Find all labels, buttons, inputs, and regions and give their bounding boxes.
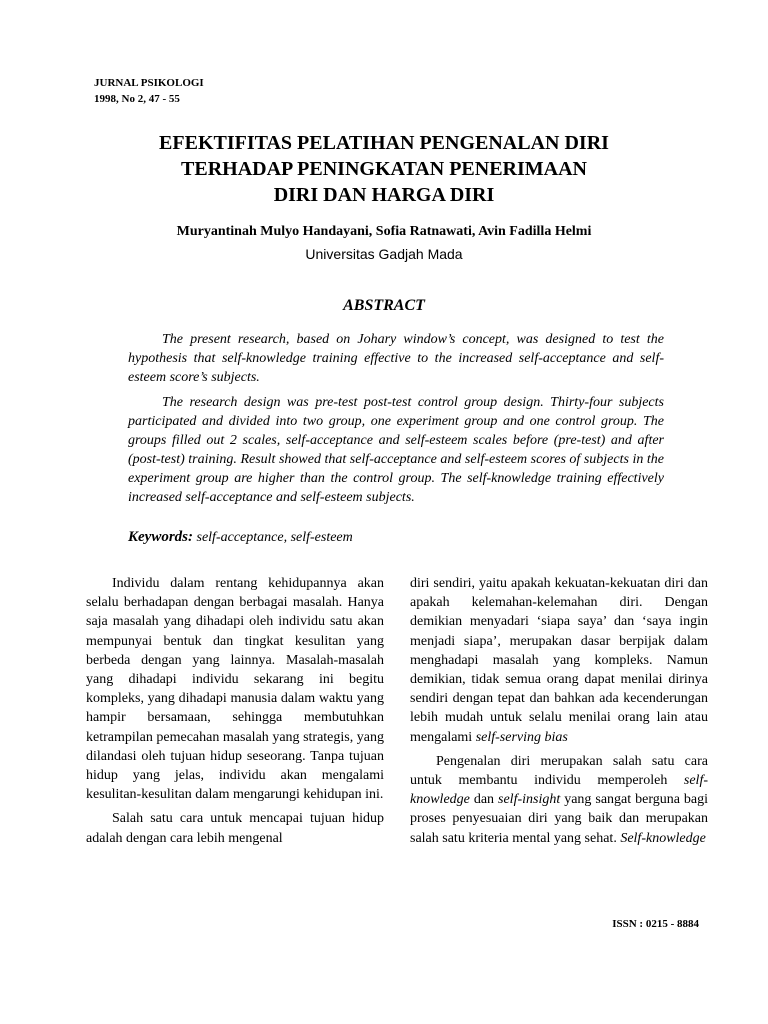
- journal-issue: 1998, No 2, 47 - 55: [94, 93, 180, 105]
- keywords: [128, 527, 353, 548]
- abstract-paragraph: The research design was pre-test post-test control group design. Thirty-four subjects participated and divided into two group, one experiment group and one control group. The groups filled out 2 scales, self-acceptance and self-esteem scales before (pre-test) and after (post-test) training. Result showed that self-acceptance and self-esteem scores of subjects in the experiment group are higher than the control group. The self-knowledge training effectively increased self-acceptance and self-esteem subjects.: [128, 395, 664, 505]
- body-term: self-insight: [498, 792, 561, 808]
- title-line-3: DIRI DAN HARGA DIRI: [273, 184, 495, 206]
- keywords-label: Keywords:: [128, 529, 193, 545]
- body-term: self-knowledge: [410, 773, 708, 808]
- body-paragraph: Individu dalam rentang kehidupannya akan selalu berhadapan dengan berbagai masalah. Hanya saja masalah yang dihadapi oleh individu satu akan mempunyai bentuk dan tingkat kesulitan yang berbeda dengan yang lainnya. Masalah-masalah yang dihadapi individu sekarang ini begitu kompleks, yang dihadapi manusia dalam waktu yang hampir bersamaan, sehingga membutuhkan ketrampilan pemecahan masalah yang strategis, yang dilandasi oleh tujuan hidup seseorang. Tanpa tujuan hidup yang jelas, individu akan mengalami kesulitan-kesulitan dalam mengarungi kehidupan ini.: [86, 576, 384, 803]
- abstract-paragraph: The present research, based on Johary window’s concept, was designed to test the hypothesis that self-knowledge training effective to the increased self-acceptance and self-esteem score’s subjects.: [128, 332, 664, 385]
- journal-header: [94, 75, 204, 107]
- body-text: yang sangat berguna bagi proses penyesuaian diri yang baik dan merupakan salah satu kriteria mental yang sehat.: [410, 792, 709, 846]
- affiliation: Universitas Gadjah Mada: [305, 246, 463, 262]
- keywords-value: self-acceptance, self-esteem: [196, 530, 353, 545]
- body-column-left: [86, 574, 384, 853]
- paper-title: [100, 130, 668, 208]
- body-text: diri sendiri, yaitu apakah kekuatan-kekuatan diri dan apakah kelemahan-kelemahan diri. Dengan demikian menyadari ‘siapa saya’ dan ‘saya ingin menjadi siapa’, merupakan dasar berpijak dalam menghadapi masalah yang kompleks. Namun demikian, tidak semua orang dapat menilai dirinya sendiri dengan tepat dan bahkan ada kecenderungan lebih mudah untuk selalu menilai orang lain atau mengalami: [410, 576, 708, 745]
- body-text: Pengenalan diri merupakan salah satu cara untuk membantu individu memperoleh: [410, 753, 708, 789]
- body-term: Self-knowledge: [620, 830, 706, 846]
- title-line-2: TERHADAP PENINGKATAN PENERIMAAN: [181, 158, 587, 180]
- author-list: Muryantinah Mulyo Handayani, Sofia Ratnawati, Avin Fadilla Helmi: [176, 224, 592, 239]
- body-paragraph: [410, 574, 708, 747]
- body-paragraph: [410, 752, 708, 848]
- journal-name: JURNAL PSIKOLOGI: [94, 77, 204, 89]
- title-line-1: EFEKTIFITAS PELATIHAN PENGENALAN DIRI: [159, 132, 609, 154]
- body-text: dan: [469, 792, 499, 808]
- body-column-right: [410, 574, 708, 853]
- body-paragraph: Salah satu cara untuk mencapai tujuan hidup adalah dengan cara lebih mengenal: [86, 811, 384, 846]
- body-term: self-serving bias: [475, 729, 568, 745]
- abstract-heading: ABSTRACT: [343, 297, 425, 314]
- issn-footer: ISSN : 0215 - 8884: [612, 918, 699, 930]
- abstract-body: [128, 330, 664, 513]
